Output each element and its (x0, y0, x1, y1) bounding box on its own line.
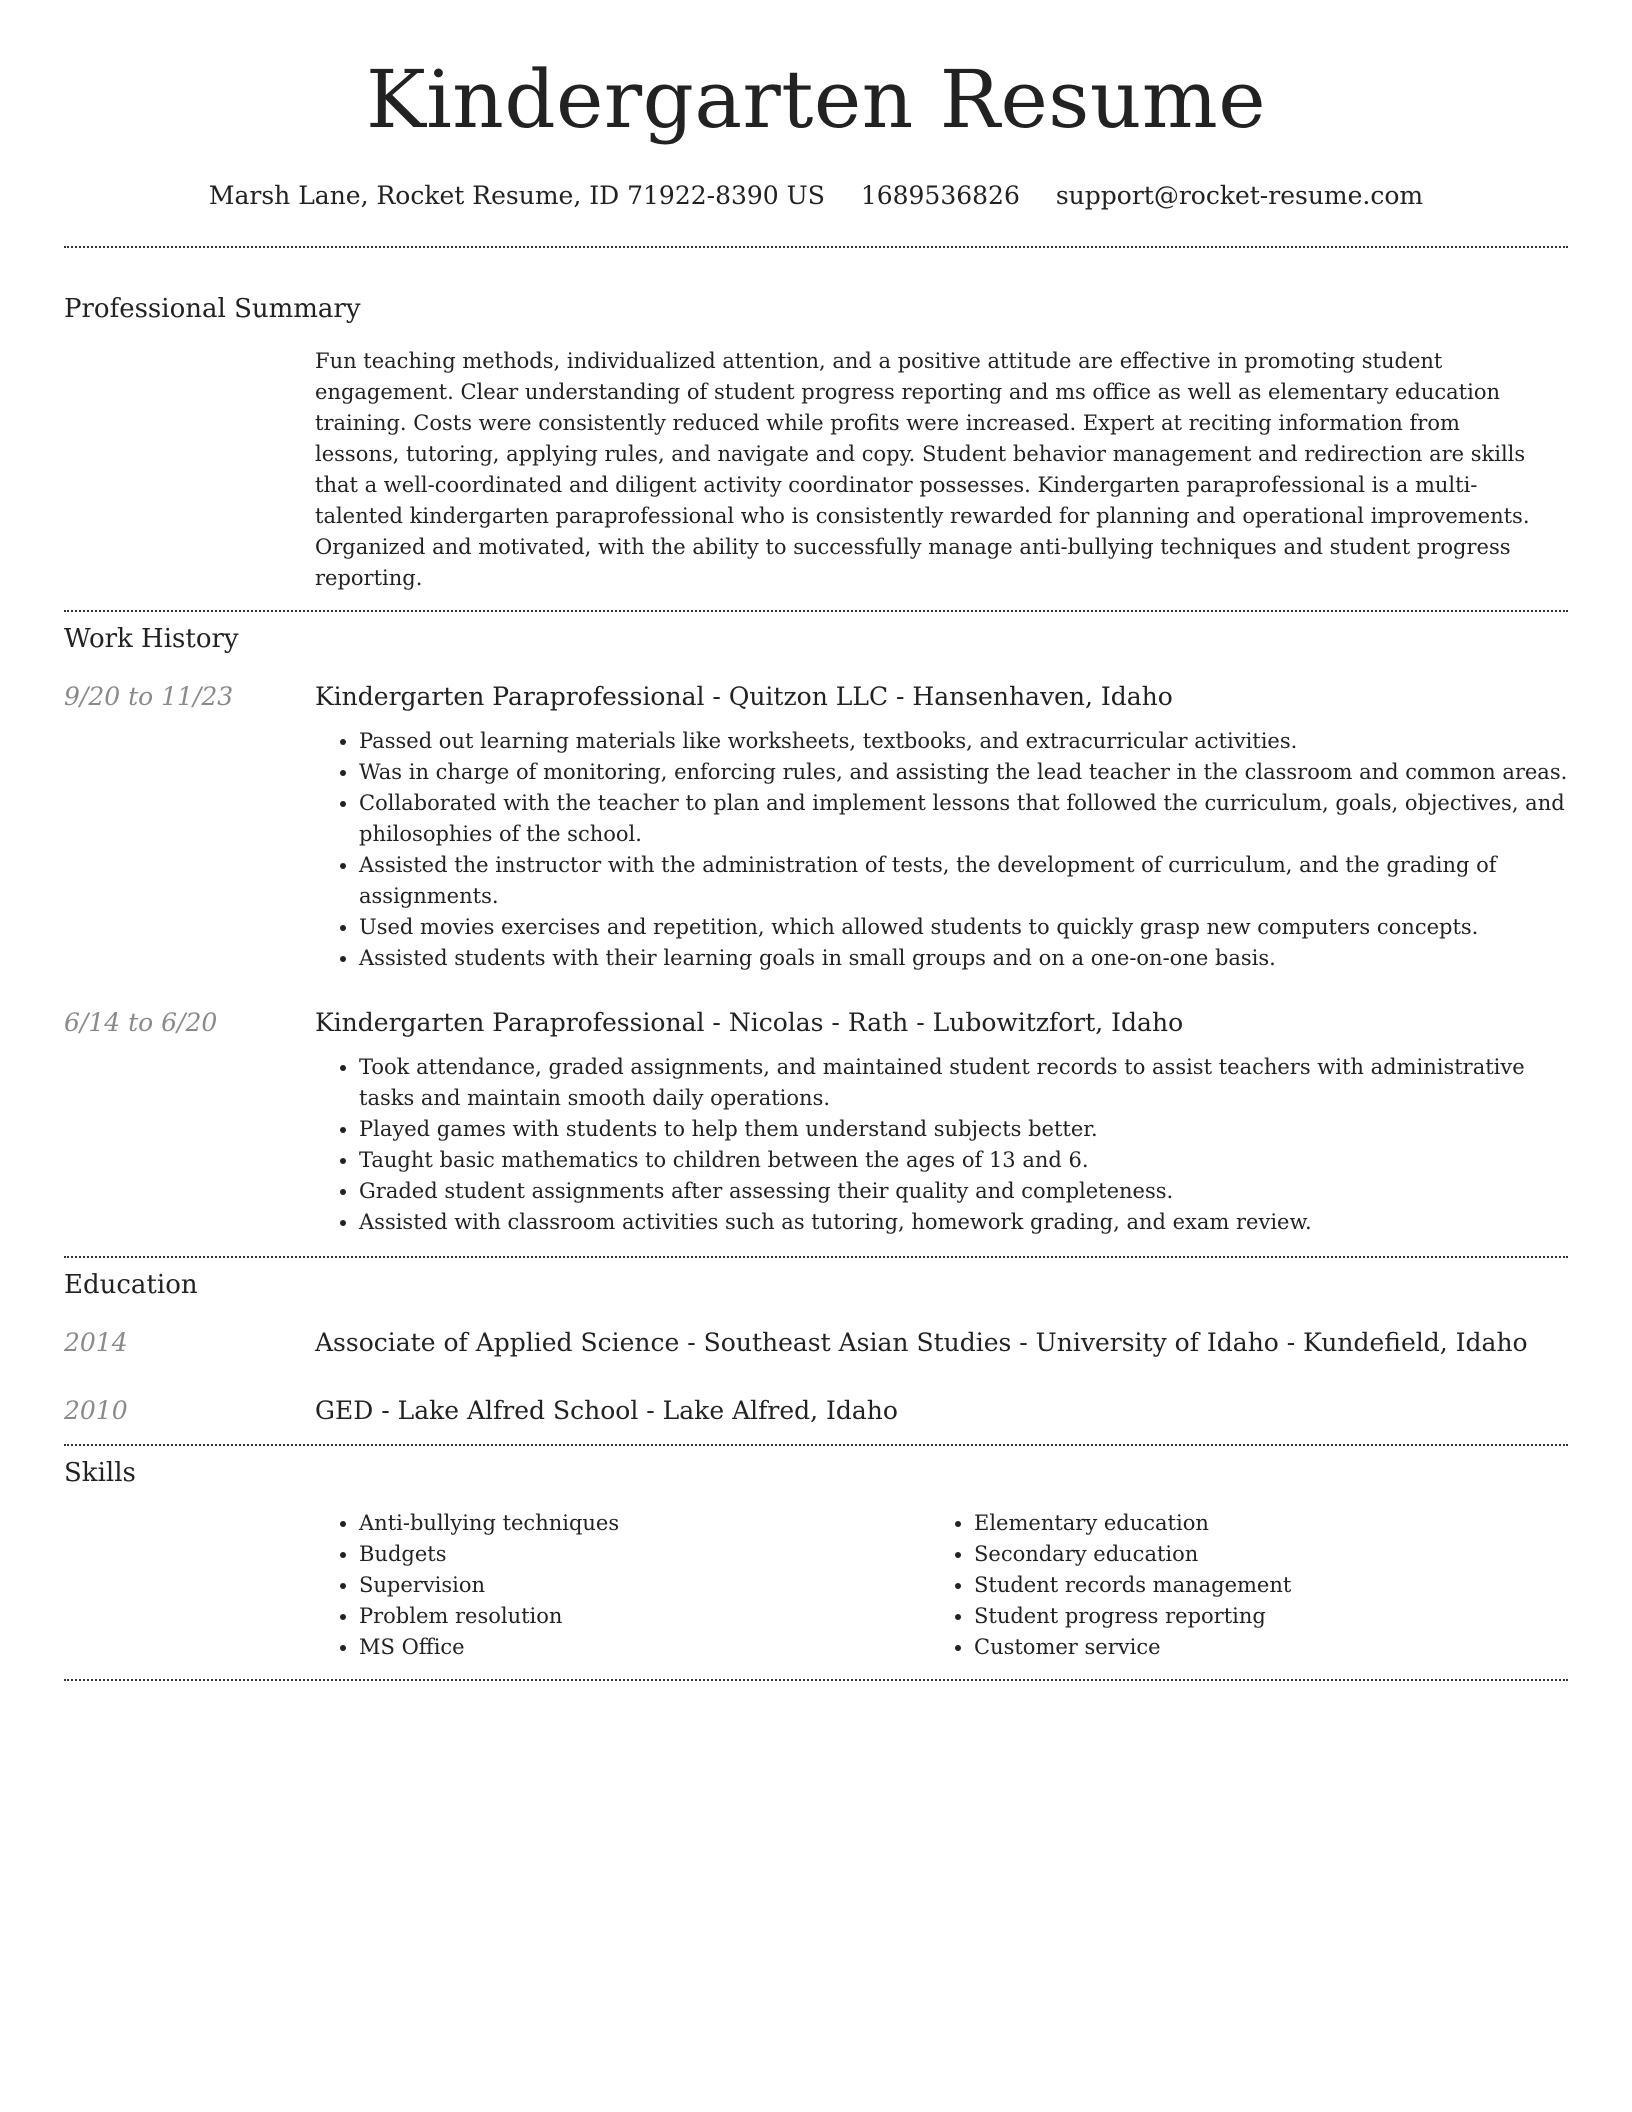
job-title: Kindergarten Paraprofessional - Nicolas - Rath - Lubowitzfort, Idaho (315, 1008, 1184, 1037)
contact-email: support@rocket-resume.com (1055, 181, 1424, 210)
summary-text: Fun teaching methods, individualized attention, and a positive attitude are effective in promoting student engagement. Clear understanding of student progress reporting and ms office as well as elementary education training. Costs were consistently reduced while profits were increased. Expert at reciting information from lessons, tutoring, applying rules, and navigate and copy. Student behavior management and redirection are skills that a well-coordinated and diligent activity coordinator possesses. Kindergarten paraprofessional is a multi-talented kindergarten paraprofessional who is consistently rewarded for planning and operational improvements. Organized and motivated, with the ability to successfully manage anti-bullying techniques and student progress reporting. (315, 349, 1530, 590)
education-year: 2010 (64, 1396, 128, 1425)
job-bullets (315, 726, 1568, 974)
skills-list-right (930, 1508, 1545, 1663)
education-text: GED - Lake Alfred School - Lake Alfred, Idaho (315, 1396, 898, 1425)
skills-section (64, 1456, 1568, 1663)
divider (64, 610, 1568, 612)
divider (64, 246, 1568, 248)
list-item: • Was in charge of monitoring, enforcing rules, and assisting the lead teacher in the classroom and common areas. (359, 757, 1568, 788)
list-item: • Student progress reporting (974, 1601, 1545, 1632)
education-year: 2014 (64, 1328, 128, 1357)
contact-address: Marsh Lane, Rocket Resume, ID 71922-8390 US (208, 181, 825, 210)
divider (64, 1444, 1568, 1446)
list-item: • Graded student assignments after assessing their quality and completeness. (359, 1176, 1568, 1207)
list-item: • Taught basic mathematics to children between the ages of 13 and 6. (359, 1145, 1568, 1176)
list-item: • Assisted with classroom activities such as tutoring, homework grading, and exam review. (359, 1207, 1568, 1238)
contact-phone: 1689536826 (860, 181, 1020, 210)
job-bullets (315, 1052, 1568, 1238)
resume-title: Kindergarten Resume (365, 53, 1267, 146)
job-dates: 6/14 to 6/20 (64, 1008, 218, 1037)
skills-list-left (315, 1508, 930, 1663)
education-text: Associate of Applied Science - Southeast Asian Studies - University of Idaho - Kundefield, Idaho (315, 1328, 1528, 1357)
summary-spacer (64, 346, 315, 594)
list-item: • Elementary education (974, 1508, 1545, 1539)
list-item: • Used movies exercises and repetition, which allowed students to quickly grasp new computers concepts. (359, 912, 1568, 943)
job-entry (64, 1006, 1568, 1238)
list-item: • Budgets (359, 1539, 930, 1570)
education-entry (64, 1394, 1568, 1428)
job-dates: 9/20 to 11/23 (64, 682, 234, 711)
education-section (64, 1268, 1568, 1428)
section-title-summary: Professional Summary (64, 294, 361, 324)
skills-spacer (64, 1508, 315, 1663)
job-entry (64, 680, 1568, 974)
list-item: • Anti-bullying techniques (359, 1508, 930, 1539)
section-title-work: Work History (64, 624, 239, 654)
list-item: • Assisted the instructor with the administration of tests, the development of curriculum, and the grading of assignments. (359, 850, 1568, 912)
work-section (64, 622, 1568, 1238)
contact-line (64, 180, 1568, 212)
job-title: Kindergarten Paraprofessional - Quitzon LLC - Hansenhaven, Idaho (315, 682, 1173, 711)
list-item: • Customer service (974, 1632, 1545, 1663)
list-item: • MS Office (359, 1632, 930, 1663)
section-title-skills: Skills (64, 1458, 136, 1488)
list-item: • Supervision (359, 1570, 930, 1601)
divider (64, 1256, 1568, 1258)
list-item: • Secondary education (974, 1539, 1545, 1570)
list-item: • Problem resolution (359, 1601, 930, 1632)
summary-section (64, 292, 1568, 594)
education-entry (64, 1326, 1568, 1360)
list-item: • Played games with students to help them understand subjects better. (359, 1114, 1568, 1145)
divider (64, 1679, 1568, 1681)
list-item: • Took attendance, graded assignments, and maintained student records to assist teachers with administrative tasks and maintain smooth daily operations. (359, 1052, 1568, 1114)
list-item: • Student records management (974, 1570, 1545, 1601)
list-item: • Assisted students with their learning goals in small groups and on a one-on-one basis. (359, 943, 1568, 974)
list-item: • Collaborated with the teacher to plan and implement lessons that followed the curriculum, goals, objectives, and philosophies of the school. (359, 788, 1568, 850)
list-item: • Passed out learning materials like worksheets, textbooks, and extracurricular activities. (359, 726, 1568, 757)
section-title-education: Education (64, 1270, 198, 1300)
